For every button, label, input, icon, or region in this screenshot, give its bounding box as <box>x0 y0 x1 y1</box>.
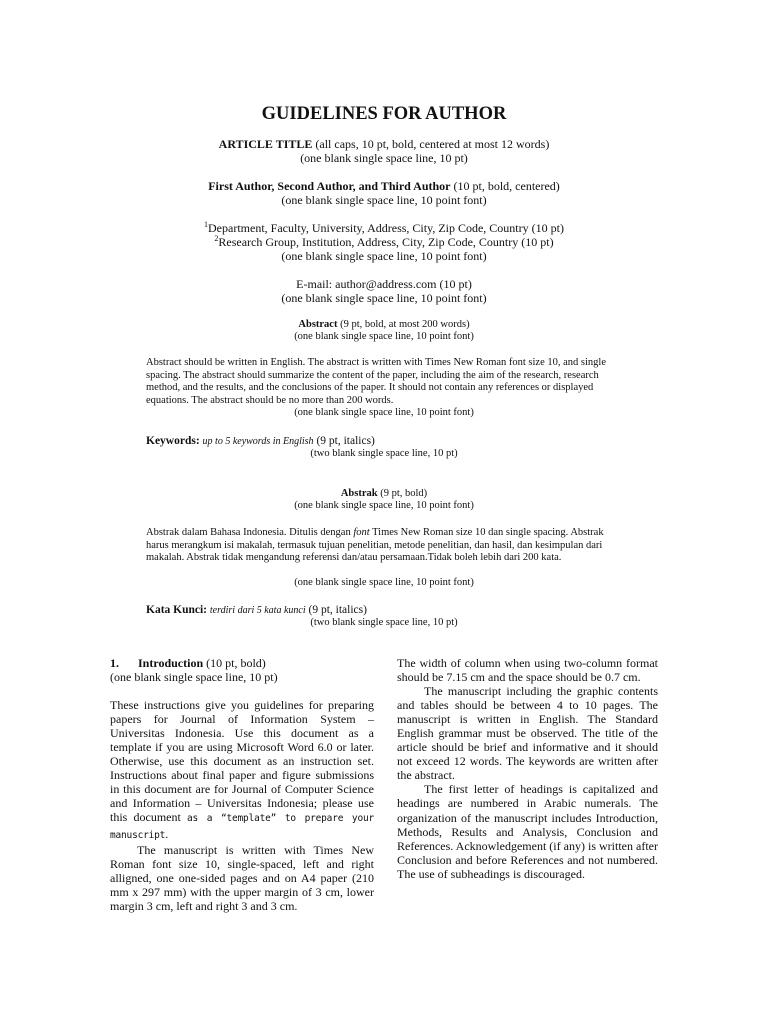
section-title: Introduction <box>138 656 204 670</box>
abstract-body: Abstract should be written in English. The abstract is written with Times New Roman font size 10, and single spacing. The abstract should summarize the content of the paper, including the aim of the research, research method, and the results, and the conclusions of the paper. It should not contain any references or displayed equations. The abstract should be no more than 200 words. <box>146 357 606 406</box>
email-note: (one blank single space line, 10 point font) <box>281 291 487 305</box>
kata-kunci-note: (two blank single space line, 10 pt) <box>310 617 458 628</box>
authors-label: First Author, Second Author, and Third Author <box>208 179 451 193</box>
intro-paragraph-2: The manuscript is written with Times New Roman font size 10, single-spaced, left and right alligned, one one-sided pages and on A4 paper (210 mm x 297 mm) with the upper margin of 3 cm, lower margin 3 cm, left and right 3 and 3 cm. <box>110 842 374 913</box>
abstrak-body-italic: font <box>353 527 370 538</box>
right-column <box>397 656 658 881</box>
abstract-heading <box>0 319 768 332</box>
section-heading-spec: (10 pt, bold) <box>203 656 266 670</box>
article-title-instruction <box>0 137 768 151</box>
authors-spec: (10 pt, bold, centered) <box>450 179 560 193</box>
abstrak-body-end: Times New Roman size 10 dan single spacing. Abstrak harus merangkum isi makalah, termasuk tujuan penelitian, metode penelitian, dan hasil, dan kesimpulan dari makalah. Abstrak tidak mengandung referensi dan/atau persamaan.Tidak boleh lebih dari 200 kata. <box>146 527 604 563</box>
abstrak-body <box>146 527 624 565</box>
section-heading-note: (one blank single space line, 10 pt) <box>110 670 278 685</box>
affiliation-line-2 <box>0 235 768 249</box>
intro-paragraph-1-text: These instructions give you guidelines for preparing papers for Journal of Information System – Universitas Indonesia. Use this document as a template if you are using Microsoft Word 6.0 or later. Otherwise, use this document as an instruction set. Instructions about final paper and figure submissions in this document are for Journal of Computer Science and Information – Universitas Indonesia; please use this document <box>110 698 374 825</box>
kata-kunci-line <box>146 603 367 618</box>
affiliation-sup-2: 2 <box>214 234 219 243</box>
affiliation-text-1: Department, Faculty, University, Address, City, Zip Code, Country (10 pt) <box>208 221 564 235</box>
keywords-note: (two blank single space line, 10 pt) <box>310 448 458 459</box>
email-line: E-mail: author@address.com (10 pt) <box>296 277 472 291</box>
keywords-label: Keywords: <box>146 435 200 447</box>
abstrak-heading-note: (one blank single space line, 10 point font) <box>294 500 474 511</box>
abstrak-heading <box>0 488 768 501</box>
kata-kunci-example: terdiri dari 5 kata kunci <box>209 605 306 616</box>
article-title-label: ARTICLE TITLE <box>218 137 313 151</box>
section-number: 1. <box>110 656 119 670</box>
article-title-spec: (all caps, 10 pt, bold, centered at most 12 words) <box>312 137 550 151</box>
abstract-note: (one blank single space line, 10 point font) <box>294 407 474 418</box>
abstrak-body-start: Abstrak dalam Bahasa Indonesia. Ditulis dengan <box>146 527 354 538</box>
kata-kunci-label: Kata Kunci: <box>146 604 208 616</box>
right-paragraph-3: The first letter of headings is capitalized and headings are numbered in Arabic numerals. The organization of the manuscript includes Introduction, Methods, Results and Analysis, Conclusion and References. Acknowledgement (if any) is written after Conclusion and before References and not numbered. The use of subheadings is discouraged. <box>397 782 658 881</box>
affiliation-text-2: Research Group, Institution, Address, City, Zip Code, Country (10 pt) <box>218 235 554 249</box>
keywords-line <box>146 434 375 449</box>
keywords-spec: (9 pt, italics) <box>313 435 375 447</box>
authors-note: (one blank single space line, 10 point font) <box>281 193 487 207</box>
abstract-heading-label: Abstract <box>298 319 338 330</box>
affiliation-sup-1: 1 <box>204 220 209 229</box>
intro-template-phrase: as a “template” to prepare your manuscript <box>110 813 375 841</box>
article-title-note: (one blank single space line, 10 pt) <box>300 151 468 165</box>
affiliation-note: (one blank single space line, 10 point font) <box>281 249 487 263</box>
abstract-heading-note: (one blank single space line, 10 point font) <box>294 331 474 342</box>
abstrak-note: (one blank single space line, 10 point font) <box>294 577 474 588</box>
intro-paragraph-1-end: . <box>165 826 169 841</box>
page-title: GUIDELINES FOR AUTHOR <box>261 104 507 124</box>
kata-kunci-spec: (9 pt, italics) <box>305 604 367 616</box>
right-paragraph-1: The width of column when using two-column format should be 7.15 cm and the space should be 0.7 cm. <box>397 656 658 685</box>
abstract-heading-spec: (9 pt, bold, at most 200 words) <box>337 319 470 330</box>
intro-paragraph-1 <box>110 698 374 842</box>
abstrak-heading-spec: (9 pt, bold) <box>377 488 428 499</box>
affiliation-line-1 <box>0 221 768 235</box>
abstrak-heading-label: Abstrak <box>340 488 378 499</box>
authors-instruction <box>0 179 768 193</box>
left-column <box>110 656 374 913</box>
keywords-example: up to 5 keywords in English <box>202 436 314 447</box>
section-heading <box>110 656 374 670</box>
right-paragraph-2: The manuscript including the graphic contents and tables should be between 4 to 10 pages. The manuscript is written in English. The Standard English grammar must be observed. The title of the article should be brief and informative and it should not exceed 12 words. The keywords are written after the abstract. <box>397 684 658 783</box>
